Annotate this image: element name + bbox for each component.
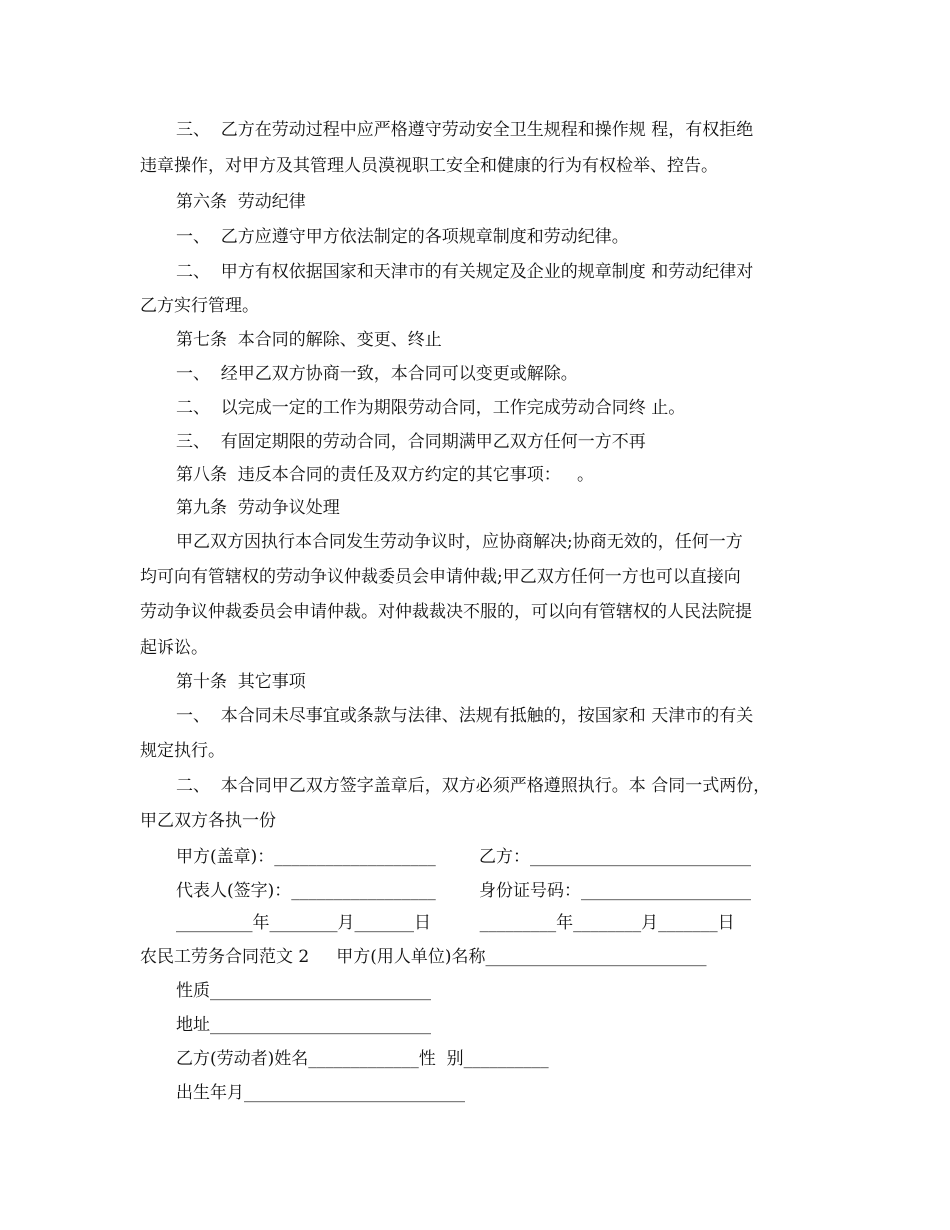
signature-field-row: 代表人(签字)：_________________ 身份证号码：____________________ <box>176 881 751 901</box>
text-line: 一、 乙方应遵守甲方依法制定的各项规章制度和劳动纪律。 <box>176 227 629 247</box>
text-line: 一、 本合同未尽事宜或条款与法律、法规有抵触的，按国家和 天津市的有关 <box>176 706 754 726</box>
text-line: 违章操作，对甲方及其管理人员漠视职工安全和健康的行为有权检举、控告。 <box>140 156 718 176</box>
form-field: 地址__________________________ <box>176 1015 431 1035</box>
text-line: 二、 本合同甲乙双方签字盖章后，双方必须严格遵照执行。本 合同一式两份， <box>176 776 771 796</box>
section-heading: 第九条 劳动争议处理 <box>176 498 340 518</box>
text-line: 规定执行。 <box>140 741 225 761</box>
text-line: 乙方实行管理。 <box>140 296 259 316</box>
form-field: 乙方(劳动者)姓名_____________性 别__________ <box>176 1049 549 1069</box>
date-field-row: _________年________月_______日 _________年________月_______日 <box>176 913 735 933</box>
text-line: 一、 经甲乙双方协商一致，本合同可以变更或解除。 <box>176 364 578 384</box>
signature-field-row: 甲方(盖章)：___________________ 乙方：__________________________ <box>176 847 751 867</box>
text-line: 二、 以完成一定的工作为期限劳动合同，工作完成劳动合同终 止。 <box>176 398 686 418</box>
text-line: 均可向有管辖权的劳动争议仲裁委员会申请仲裁;甲乙双方任何一方也可以直接向 <box>140 567 741 587</box>
text-line: 三、 有固定期限的劳动合同，合同期满甲乙双方任何一方不再 <box>176 432 646 452</box>
text-line: 劳动争议仲裁委员会申请仲裁。对仲裁裁决不服的，可以向有管辖权的人民法院提 <box>140 602 752 622</box>
form-field: 性质__________________________ <box>176 981 431 1001</box>
text-line: 起诉讼。 <box>140 638 208 658</box>
section-heading: 第七条 本合同的解除、变更、终止 <box>176 330 442 350</box>
section-heading: 第十条 其它事项 <box>176 672 306 692</box>
section-heading: 第六条 劳动纪律 <box>176 192 306 212</box>
heading-line: 农民工劳务合同范文 2 甲方(用人单位)名称__________________________ <box>140 947 707 967</box>
text-line: 甲乙双方各执一份 <box>140 811 276 831</box>
text-line: 甲乙双方因执行本合同发生劳动争议时，应协商解决;协商无效的，任何一方 <box>176 532 743 552</box>
section-heading: 第八条 违反本合同的责任及双方约定的其它事项： 。 <box>176 465 595 485</box>
text-line: 三、 乙方在劳动过程中应严格遵守劳动安全卫生规程和操作规 程，有权拒绝 <box>176 120 754 140</box>
form-field: 出生年月__________________________ <box>176 1083 465 1103</box>
text-line: 二、 甲方有权依据国家和天津市的有关规定及企业的规章制度 和劳动纪律对 <box>176 262 754 282</box>
